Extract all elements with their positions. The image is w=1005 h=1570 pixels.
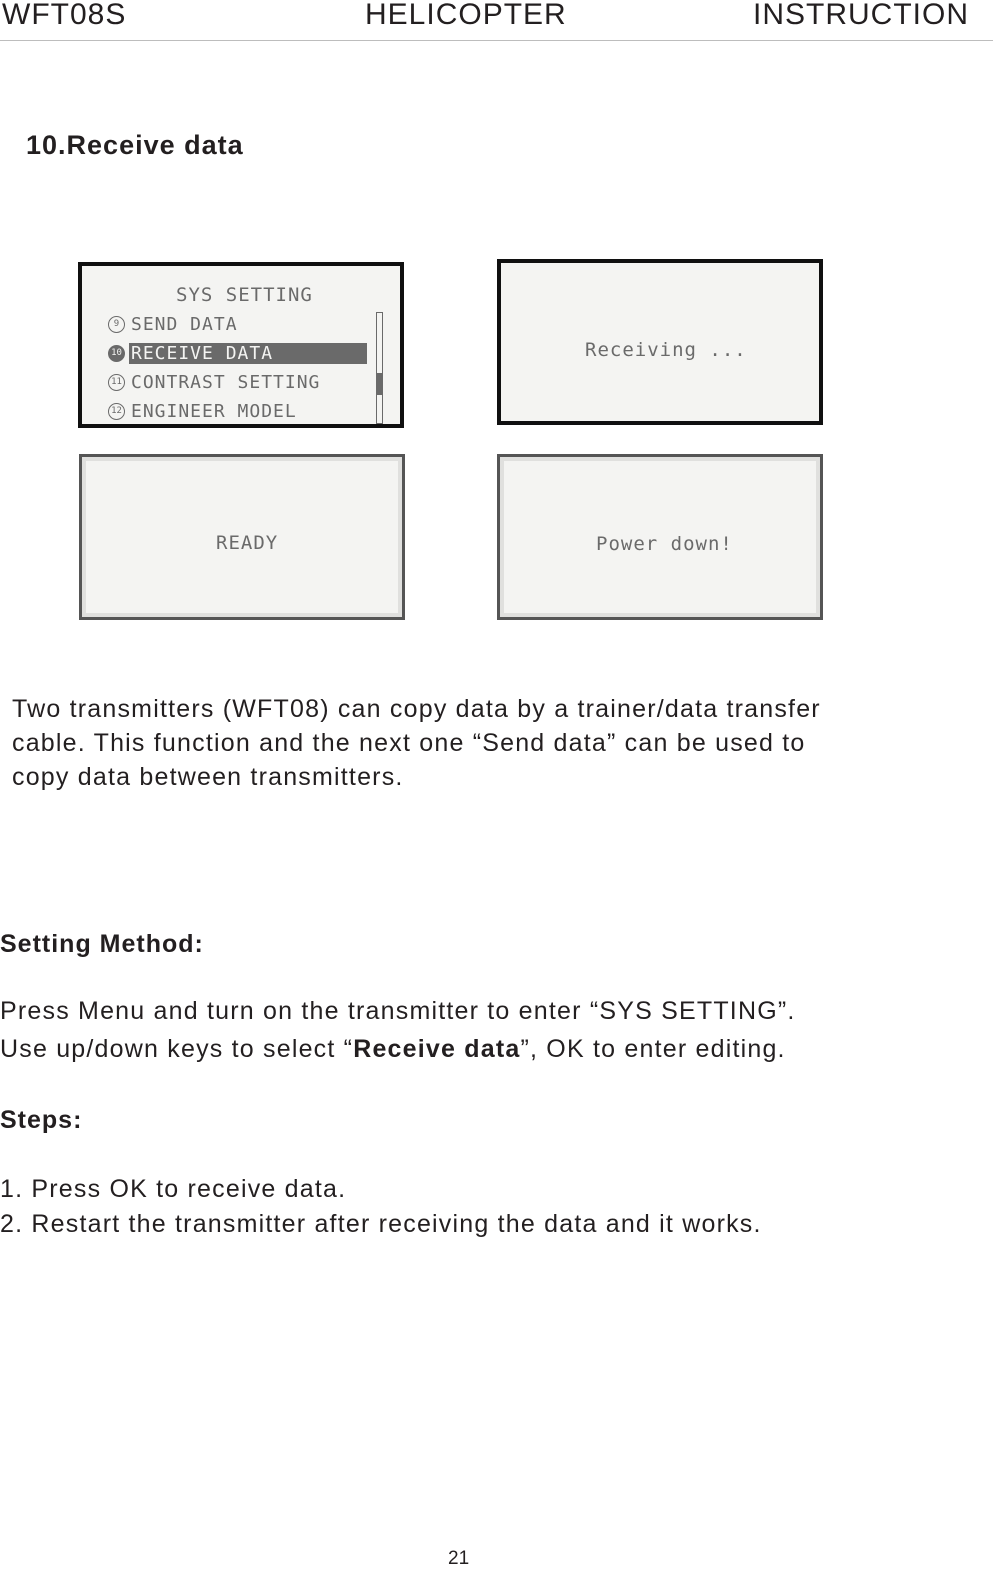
lcd-menu-item-label: CONTRAST SETTING <box>131 371 321 393</box>
page-number: 21 <box>448 1548 470 1569</box>
intro-line: copy data between transmitters. <box>12 763 404 791</box>
lcd-menu-title: SYS SETTING <box>176 284 313 306</box>
setting-method-text: ”, OK to enter editing. <box>520 1035 786 1063</box>
setting-method-line <box>0 1035 786 1064</box>
intro-line: Two transmitters (WFT08) can copy data by a trainer/data transfer <box>12 695 821 723</box>
setting-method-bold-term: Receive data <box>353 1035 521 1063</box>
lcd-scrollbar-thumb <box>377 373 382 395</box>
intro-line: cable. This function and the next one “Send data” can be used to <box>12 729 806 757</box>
intro-paragraph <box>12 692 1005 794</box>
setting-method-heading: Setting Method: <box>0 930 204 958</box>
lcd-power-down-text: Power down! <box>596 533 733 555</box>
lcd-menu-item-label: SEND DATA <box>131 313 238 335</box>
setting-method-line: Press Menu and turn on the transmitter to enter “SYS SETTING”. <box>0 997 796 1025</box>
steps-heading: Steps: <box>0 1106 83 1134</box>
lcd-ready-screen <box>79 454 405 620</box>
header-doc-type: INSTRUCTION <box>753 0 969 31</box>
section-title: 10.Receive data <box>26 130 244 160</box>
lcd-receiving-screen <box>497 259 823 425</box>
lcd-menu-item-number: 10 <box>108 345 125 362</box>
lcd-menu-item-send-data <box>108 312 374 336</box>
lcd-menu-item-number: 12 <box>108 403 125 420</box>
lcd-scrollbar <box>376 312 383 424</box>
lcd-sys-setting-menu <box>78 262 404 428</box>
setting-method-text: Use up/down keys to select “ <box>0 1035 354 1063</box>
header-divider <box>0 40 993 41</box>
lcd-menu-item-receive-data <box>108 341 374 365</box>
lcd-menu-item-number: 11 <box>108 374 125 391</box>
lcd-receiving-text: Receiving ... <box>585 339 747 361</box>
lcd-power-down-screen <box>497 454 823 620</box>
lcd-menu-item-label: RECEIVE DATA <box>129 343 367 364</box>
header-model: WFT08S <box>2 0 127 31</box>
lcd-menu-item-contrast-setting <box>108 370 374 394</box>
lcd-ready-text: READY <box>216 532 279 554</box>
step-item: 2. Restart the transmitter after receiving the data and it works. <box>0 1210 762 1238</box>
lcd-menu-item-number: 9 <box>108 316 125 333</box>
step-item: 1. Press OK to receive data. <box>0 1175 347 1203</box>
header-category: HELICOPTER <box>365 0 567 31</box>
lcd-menu-item-engineer-model <box>108 399 374 423</box>
lcd-menu-item-label: ENGINEER MODEL <box>131 400 297 422</box>
